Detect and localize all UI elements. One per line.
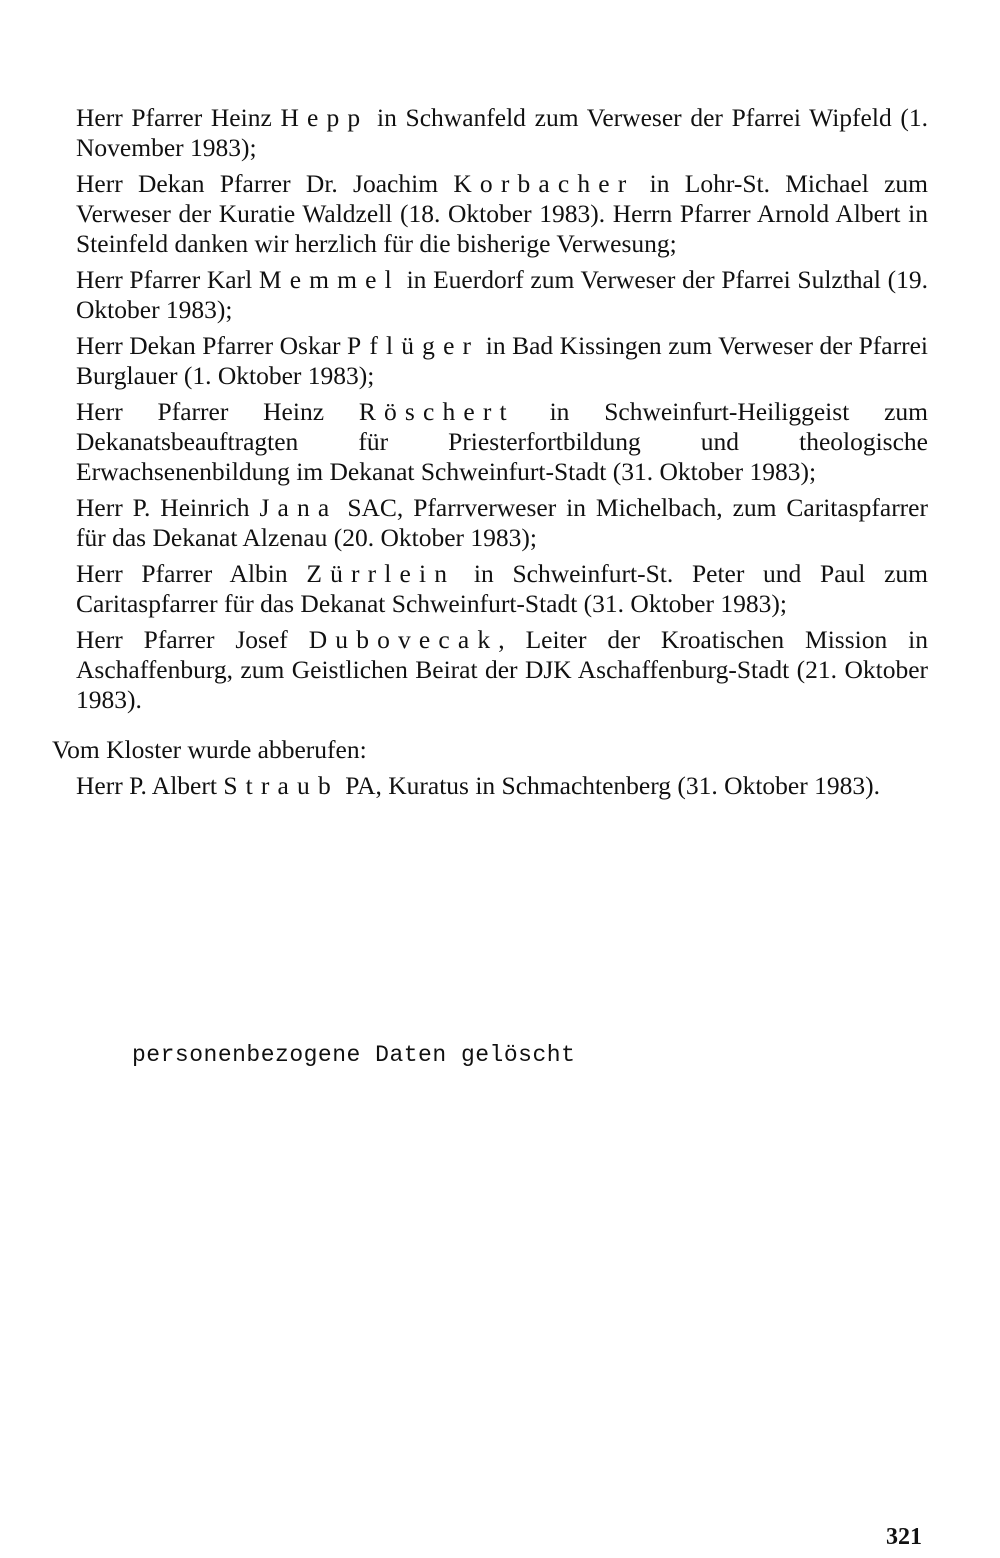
recall-entry: Herr P. Albert Straub PA, Kuratus in Schmachtenberg (31. Oktober 1983).: [76, 771, 880, 800]
person-name: Korbacher: [453, 169, 635, 198]
appointment-entry: Herr Pfarrer Heinz Hepp in Schwanfeld zum Verweser der Pfarrei Wipfeld (1. November 1983);: [76, 103, 929, 162]
person-name: Zürrlein: [306, 559, 456, 588]
appointment-entry: Herr P. Heinrich Jana SAC, Pfarrverweser in Michelbach, zum Caritaspfarrer für das Dekanat Alzenau (20. Oktober 1983);: [76, 493, 928, 552]
appointment-entry: Herr Dekan Pfarrer Dr. Joachim Korbacher in Lohr-St. Michael zum Verweser der Kuratie Waldzell (18. Oktober 1983). Herrn Pfarrer Arnold Albert in Steinfeld danken wir herzlich für die bisherige Verwesung;: [76, 169, 928, 258]
person-name: Memmel: [258, 265, 400, 294]
appointment-entry: Herr Pfarrer Karl Memmel in Euerdorf zum Verweser der Pfarrei Sulzthal (19. Oktober 1983);: [76, 265, 929, 324]
person-name: Pflüger: [347, 331, 480, 360]
appointment-entry: Herr Pfarrer Albin Zürrlein in Schweinfurt-St. Peter und Paul zum Caritaspfarrer für das Dekanat Schweinfurt-Stadt (31. Oktober 1983);: [76, 559, 928, 618]
appointment-entry: Herr Pfarrer Josef Dubovecak, Leiter der Kroatischen Mission in Aschaffenburg, zum Geistlichen Beirat der DJK Aschaffenburg-Stadt (21. Oktober 1983).: [76, 625, 928, 714]
redaction-note: personenbezogene Daten gelöscht: [132, 1042, 576, 1068]
person-name: Jana: [259, 493, 338, 522]
person-name: Hepp: [280, 103, 369, 132]
appointments-list: [76, 103, 928, 721]
section-heading: Vom Kloster wurde abberufen:: [52, 735, 367, 764]
person-name: Straub: [223, 771, 339, 800]
recall-list: [76, 771, 928, 807]
page-number: 321: [886, 1524, 922, 1550]
appointment-entry: Herr Pfarrer Heinz Röschert in Schweinfurt-Heiliggeist zum Dekanatsbeauftragten für Priesterfortbildung und theologische Erwachsenenbildung im Dekanat Schweinfurt-Stadt (31. Oktober 1983);: [76, 397, 928, 486]
person-name: Dubovecak: [308, 625, 499, 654]
person-name: Röschert: [358, 397, 515, 426]
appointment-entry: Herr Dekan Pfarrer Oskar Pflüger in Bad Kissingen zum Verweser der Pfarrei Burglauer (1. Oktober 1983);: [76, 331, 928, 390]
